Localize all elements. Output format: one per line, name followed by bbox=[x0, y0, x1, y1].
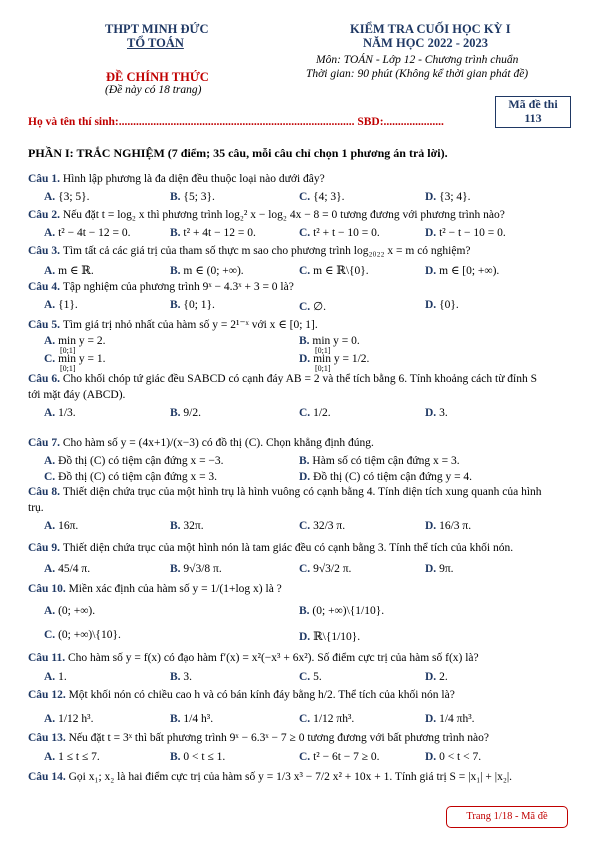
option-text: {3; 4}. bbox=[439, 191, 471, 203]
option-b[interactable] bbox=[170, 227, 256, 239]
min-subscript: [0;1] bbox=[315, 346, 331, 355]
question-text: Miền xác định của hàm số y = 1/(1+log x) là ? bbox=[68, 583, 282, 595]
option-text: t² − 4t − 12 = 0. bbox=[58, 227, 131, 239]
option-text: 2. bbox=[439, 671, 448, 683]
option-letter: C. bbox=[299, 563, 314, 575]
option-letter: C. bbox=[299, 265, 314, 277]
option-b[interactable] bbox=[299, 605, 384, 617]
option-letter: D. bbox=[425, 227, 440, 239]
option-text: {0}. bbox=[439, 299, 459, 311]
option-letter: B. bbox=[170, 191, 184, 203]
option-text: 0 < t ≤ 1. bbox=[183, 751, 226, 763]
option-d[interactable] bbox=[425, 227, 506, 239]
option-letter: C. bbox=[44, 353, 59, 365]
option-text: 1/12 πh³. bbox=[313, 713, 355, 725]
question-13 bbox=[28, 732, 489, 744]
option-text: Đồ thị (C) có tiệm cận đứng x = 3. bbox=[58, 471, 218, 483]
option-text: 1/2. bbox=[313, 407, 331, 419]
option-text: 3. bbox=[439, 407, 448, 419]
option-d[interactable] bbox=[425, 263, 499, 277]
option-a[interactable] bbox=[44, 671, 67, 683]
option-c[interactable] bbox=[299, 563, 351, 575]
option-letter: D. bbox=[425, 671, 440, 683]
option-text: 16π. bbox=[58, 520, 79, 532]
option-b[interactable] bbox=[170, 299, 215, 311]
option-letter: C. bbox=[44, 629, 59, 641]
question-text: Cho hàm số y = f(x) có đạo hàm f′(x) = x²(−x³ + 6x²). Số điểm cực trị của hàm số f(x) là? bbox=[67, 652, 479, 664]
question-label: Câu 14. bbox=[28, 771, 69, 783]
question-text: Gọi x₁; x₂ là hai điểm cực trị của hàm số y = 1/3 x³ − 7/2 x² + 10x + 1. Tính giá trị S = |x₁| + |x₂|. bbox=[68, 771, 513, 783]
option-c[interactable] bbox=[44, 629, 121, 641]
question-label: Câu 7. bbox=[28, 437, 63, 449]
option-letter: A. bbox=[44, 299, 59, 311]
question-11 bbox=[28, 652, 479, 664]
option-text: {3; 5}. bbox=[58, 191, 90, 203]
option-a[interactable] bbox=[44, 227, 130, 239]
option-text: m ∈ [0; +∞). bbox=[439, 265, 500, 277]
option-b[interactable] bbox=[170, 671, 192, 683]
question-5 bbox=[28, 317, 318, 331]
option-b[interactable] bbox=[299, 455, 460, 467]
option-b[interactable] bbox=[170, 713, 213, 725]
option-text: m ∈ ℝ. bbox=[58, 265, 94, 277]
min-subscript: [0;1] bbox=[60, 364, 76, 373]
question-label: Câu 6. bbox=[28, 373, 63, 385]
exam-year: NĂM HỌC 2022 - 2023 bbox=[363, 36, 488, 50]
option-c[interactable] bbox=[299, 191, 345, 203]
option-letter: B. bbox=[170, 520, 184, 532]
option-text: 1/3. bbox=[58, 407, 76, 419]
option-b[interactable] bbox=[170, 191, 215, 203]
question-text: Nếu đặt t = log₂ x thì phương trình log₂² x − log₂ 4x − 8 = 0 tương đương với phương trình nào? bbox=[62, 209, 505, 221]
option-d[interactable] bbox=[425, 407, 448, 419]
option-text: ℝ\{1/10}. bbox=[313, 631, 361, 643]
question-text: Tập nghiệm của phương trình 9ˣ − 4.3ˣ + 3 = 0 là? bbox=[62, 281, 294, 293]
option-d[interactable] bbox=[425, 563, 454, 575]
option-a[interactable] bbox=[44, 407, 76, 419]
option-letter: D. bbox=[425, 299, 440, 311]
option-text: 32/3 π. bbox=[313, 520, 346, 532]
official-label: ĐỀ CHÍNH THỨC bbox=[106, 70, 209, 84]
question-text-continued: tới mặt đáy (ABCD). bbox=[28, 389, 126, 401]
student-info-line: Họ và tên thí sinh:.................................................................................. SBD:..................... bbox=[28, 116, 444, 128]
option-d[interactable] bbox=[425, 520, 471, 532]
option-letter: A. bbox=[44, 407, 59, 419]
option-a[interactable] bbox=[44, 563, 90, 575]
option-a[interactable] bbox=[44, 520, 78, 532]
option-letter: A. bbox=[44, 455, 59, 467]
question-text: Cho khối chóp tứ giác đều SABCD có cạnh đáy AB = 2 và thể tích bằng 6. Tính khoảng cách từ đỉnh S bbox=[62, 373, 538, 385]
option-d[interactable] bbox=[425, 671, 448, 683]
question-text: Nếu đặt t = 3ˣ thì bất phương trình 9ˣ − 6.3ˣ − 7 ≥ 0 tương đương với bất phương trình nào? bbox=[68, 732, 489, 744]
option-text: min y = 1/2. bbox=[313, 353, 370, 365]
option-letter: D. bbox=[425, 563, 440, 575]
option-letter: A. bbox=[44, 335, 59, 347]
option-text: ∅. bbox=[313, 301, 326, 313]
option-d[interactable] bbox=[425, 299, 459, 311]
option-a[interactable] bbox=[44, 713, 93, 725]
question-text: Tìm tất cả các giá trị của tham số thực m sao cho phương trình log₂₀₂₂ x = m có nghiệm? bbox=[62, 245, 471, 257]
option-text: (0; +∞)\{10}. bbox=[58, 629, 121, 641]
option-letter: B. bbox=[299, 605, 313, 617]
exam-subject: Môn: TOÁN - Lớp 12 - Chương trình chuẩn bbox=[316, 54, 519, 66]
option-letter: C. bbox=[44, 471, 59, 483]
option-text: 1/4 πh³. bbox=[439, 713, 475, 725]
option-a[interactable] bbox=[44, 299, 78, 311]
option-text: Đồ thị (C) có tiệm cận đứng y = 4. bbox=[313, 471, 473, 483]
option-letter: D. bbox=[425, 751, 440, 763]
option-text: 16/3 π. bbox=[439, 520, 472, 532]
option-c[interactable] bbox=[299, 751, 380, 763]
question-text: Cho hàm số y = (4x+1)/(x−3) có đồ thị (C). Chọn khẳng định đúng. bbox=[62, 437, 374, 449]
question-label: Câu 2. bbox=[28, 209, 63, 221]
option-letter: C. bbox=[299, 671, 314, 683]
option-text: min y = 1. bbox=[58, 353, 106, 365]
option-d[interactable] bbox=[299, 629, 360, 643]
question-label: Câu 11. bbox=[28, 652, 68, 664]
question-1 bbox=[28, 173, 325, 185]
option-text: {0; 1}. bbox=[183, 299, 215, 311]
question-text: Tìm giá trị nhỏ nhất của hàm số y = 2¹⁻ˣ với x ∈ [0; 1]. bbox=[62, 319, 318, 331]
option-letter: B. bbox=[170, 671, 184, 683]
option-c[interactable] bbox=[299, 407, 331, 419]
exam-code-box bbox=[495, 96, 571, 128]
option-letter: A. bbox=[44, 751, 59, 763]
question-text: Hình lập phương là đa diện đều thuộc loại nào dưới đây? bbox=[62, 173, 325, 185]
option-b[interactable] bbox=[170, 751, 225, 763]
question-3 bbox=[28, 245, 471, 257]
option-text: (0; +∞). bbox=[58, 605, 96, 617]
option-b[interactable] bbox=[170, 520, 204, 532]
option-letter: A. bbox=[44, 605, 59, 617]
option-text: t² + 4t − 12 = 0. bbox=[183, 227, 256, 239]
option-text: {1}. bbox=[58, 299, 78, 311]
option-letter: A. bbox=[44, 227, 59, 239]
question-label: Câu 4. bbox=[28, 281, 63, 293]
question-label: Câu 10. bbox=[28, 583, 69, 595]
option-text: 1/4 h³. bbox=[183, 713, 214, 725]
question-9 bbox=[28, 542, 513, 554]
option-letter: A. bbox=[44, 191, 59, 203]
option-text: 32π. bbox=[183, 520, 204, 532]
option-d[interactable] bbox=[425, 191, 471, 203]
option-letter: B. bbox=[170, 713, 184, 725]
option-letter: D. bbox=[425, 520, 440, 532]
option-letter: A. bbox=[44, 671, 59, 683]
option-text: Đồ thị (C) có tiệm cận đứng x = −3. bbox=[58, 455, 224, 467]
question-label: Câu 13. bbox=[28, 732, 69, 744]
option-letter: B. bbox=[299, 335, 313, 347]
exam-code-value: 113 bbox=[524, 111, 542, 125]
option-letter: C. bbox=[299, 520, 314, 532]
option-a[interactable] bbox=[44, 455, 224, 467]
option-text: t² − t − 10 = 0. bbox=[439, 227, 506, 239]
option-text: 45/4 π. bbox=[58, 563, 91, 575]
option-letter: A. bbox=[44, 520, 59, 532]
option-letter: C. bbox=[299, 751, 314, 763]
option-text: m ∈ ℝ\{0}. bbox=[313, 265, 369, 277]
exam-code-label: Mã đề thi bbox=[508, 97, 558, 111]
option-a[interactable] bbox=[44, 263, 94, 277]
option-d[interactable] bbox=[425, 751, 481, 763]
question-label: Câu 5. bbox=[28, 319, 63, 331]
option-text: min y = 0. bbox=[312, 335, 360, 347]
option-text: min y = 2. bbox=[58, 335, 106, 347]
page-footer: Trang 1/18 - Mã đề bbox=[446, 806, 568, 828]
option-a[interactable] bbox=[44, 191, 90, 203]
section-title: PHẦN I: TRẮC NGHIỆM (7 điểm; 35 câu, mỗi câu chỉ chọn 1 phương án trả lời). bbox=[28, 146, 448, 160]
option-letter: C. bbox=[299, 191, 314, 203]
question-text: Một khối nón có chiều cao h và có bán kính đáy bằng h/2. Thể tích của khối nón là? bbox=[68, 689, 455, 701]
option-text: (0; +∞)\{1/10}. bbox=[312, 605, 385, 617]
min-subscript: [0;1] bbox=[60, 346, 76, 355]
question-text: Thiết diện chứa trục của một hình trụ là hình vuông có cạnh bằng 4. Tính diện tích xung quanh của hình bbox=[62, 486, 542, 498]
question-6 bbox=[28, 373, 537, 385]
option-letter: C. bbox=[299, 713, 314, 725]
question-text-continued: trụ. bbox=[28, 502, 44, 514]
option-text: 3. bbox=[183, 671, 193, 683]
question-2 bbox=[28, 209, 505, 221]
option-letter: B. bbox=[170, 563, 184, 575]
question-label: Câu 9. bbox=[28, 542, 63, 554]
question-14 bbox=[28, 771, 512, 783]
option-text: t² − 6t − 7 ≥ 0. bbox=[313, 751, 380, 763]
question-label: Câu 12. bbox=[28, 689, 69, 701]
option-text: 5. bbox=[313, 671, 322, 683]
question-12 bbox=[28, 689, 455, 701]
option-text: Hàm số có tiệm cận đứng x = 3. bbox=[312, 455, 460, 467]
option-letter: B. bbox=[299, 455, 313, 467]
question-8 bbox=[28, 486, 542, 498]
pages-note: (Đề này có 18 trang) bbox=[105, 84, 202, 96]
min-subscript: [0;1] bbox=[315, 364, 331, 373]
question-10 bbox=[28, 583, 282, 595]
option-letter: D. bbox=[425, 191, 440, 203]
option-b[interactable] bbox=[170, 263, 244, 277]
option-a[interactable] bbox=[44, 751, 100, 763]
group-name: TỔ TOÁN bbox=[127, 36, 184, 50]
option-letter: B. bbox=[170, 407, 184, 419]
question-label: Câu 3. bbox=[28, 245, 63, 257]
exam-time: Thời gian: 90 phút (Không kể thời gian phát đề) bbox=[306, 68, 529, 80]
option-text: 1/12 h³. bbox=[58, 713, 94, 725]
option-letter: C. bbox=[299, 407, 314, 419]
school-name: THPT MINH ĐỨC bbox=[105, 22, 209, 36]
option-d[interactable] bbox=[299, 353, 369, 365]
option-b[interactable] bbox=[170, 407, 201, 419]
option-text: {5; 3}. bbox=[183, 191, 215, 203]
option-c[interactable] bbox=[44, 471, 217, 483]
option-letter: B. bbox=[170, 227, 184, 239]
option-letter: B. bbox=[170, 265, 184, 277]
option-text: 1. bbox=[58, 671, 67, 683]
option-c[interactable] bbox=[299, 227, 380, 239]
option-d[interactable] bbox=[425, 713, 475, 725]
option-letter: B. bbox=[170, 751, 184, 763]
question-7 bbox=[28, 437, 374, 449]
option-letter: D. bbox=[425, 265, 440, 277]
option-letter: D. bbox=[299, 353, 314, 365]
option-letter: D. bbox=[299, 471, 314, 483]
option-letter: A. bbox=[44, 265, 59, 277]
question-label: Câu 1. bbox=[28, 173, 63, 185]
option-text: 1 ≤ t ≤ 7. bbox=[58, 751, 100, 763]
option-d[interactable] bbox=[299, 471, 472, 483]
option-letter: A. bbox=[44, 563, 59, 575]
option-text: 9π. bbox=[439, 563, 454, 575]
question-text: Thiết diện chứa trục của một hình nón là tam giác đều có cạnh bằng 3. Tính thể tích của khối nón. bbox=[62, 542, 514, 554]
option-letter: D. bbox=[299, 631, 314, 643]
option-c[interactable] bbox=[299, 299, 326, 313]
question-label: Câu 8. bbox=[28, 486, 63, 498]
option-a[interactable] bbox=[44, 605, 95, 617]
exam-title: KIỂM TRA CUỐI HỌC KỲ I bbox=[350, 22, 511, 36]
option-letter: A. bbox=[44, 713, 59, 725]
option-text: m ∈ (0; +∞). bbox=[183, 265, 244, 277]
option-c[interactable] bbox=[299, 671, 322, 683]
question-4 bbox=[28, 281, 294, 293]
option-letter: B. bbox=[170, 299, 184, 311]
option-text: 9√3/8 π. bbox=[183, 563, 222, 575]
option-letter: D. bbox=[425, 713, 440, 725]
option-c[interactable] bbox=[299, 713, 354, 725]
option-letter: D. bbox=[425, 407, 440, 419]
option-c[interactable] bbox=[299, 263, 369, 277]
option-letter: C. bbox=[299, 301, 314, 313]
option-text: 9√3/2 π. bbox=[313, 563, 352, 575]
option-text: {4; 3}. bbox=[313, 191, 345, 203]
option-letter: C. bbox=[299, 227, 314, 239]
option-c[interactable] bbox=[299, 520, 345, 532]
option-text: t² + t − 10 = 0. bbox=[313, 227, 380, 239]
option-text: 0 < t < 7. bbox=[439, 751, 482, 763]
option-text: 9/2. bbox=[183, 407, 201, 419]
option-b[interactable] bbox=[170, 563, 222, 575]
